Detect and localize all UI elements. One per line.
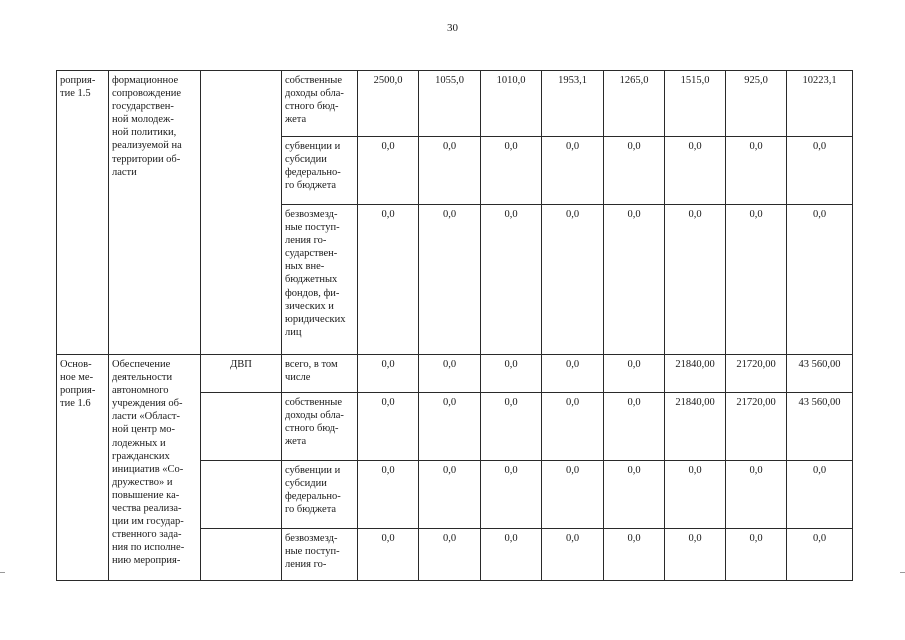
executor-cell: [201, 461, 282, 529]
event-description-cell: Обеспечение деятельности автономного учреждения об- ласти «Област- ной центр мо- лодежных и гражданских инициатив «Со- дружество» и повышение ка- чества реализа- ции им государ- ственного зада- ния по исполне- нию мероприя-: [109, 355, 201, 581]
executor-cell: [201, 393, 282, 461]
value-cell: 0,0: [665, 529, 726, 581]
table-row: [57, 71, 853, 137]
value-cell: 0,0: [542, 393, 604, 461]
event-number-cell: Основ- ное ме- роприя- тие 1.6: [57, 355, 109, 581]
value-cell: 0,0: [419, 205, 481, 355]
value-cell: 0,0: [358, 355, 419, 393]
value-cell: 2500,0: [358, 71, 419, 137]
value-cell: 43 560,00: [787, 393, 853, 461]
value-cell: 0,0: [604, 355, 665, 393]
executor-cell: ДВП: [201, 355, 282, 393]
edge-mark-left: [0, 572, 5, 573]
edge-mark-right: [900, 572, 905, 573]
value-cell: 0,0: [419, 137, 481, 205]
value-cell: 0,0: [542, 529, 604, 581]
funding-source-cell: безвозмезд- ные поступ- ления го-: [282, 529, 358, 581]
value-cell: 0,0: [481, 529, 542, 581]
value-cell: 0,0: [726, 137, 787, 205]
value-cell: 21720,00: [726, 355, 787, 393]
value-cell: 0,0: [604, 205, 665, 355]
value-cell: 0,0: [726, 205, 787, 355]
value-cell: 0,0: [419, 393, 481, 461]
value-cell: 0,0: [604, 529, 665, 581]
value-cell: 21840,00: [665, 393, 726, 461]
value-cell: 1953,1: [542, 71, 604, 137]
budget-table: [56, 70, 853, 581]
page-number: 30: [447, 22, 458, 34]
value-cell: 925,0: [726, 71, 787, 137]
funding-source-cell: собственные доходы обла- стного бюд- жета: [282, 393, 358, 461]
value-cell: 0,0: [481, 355, 542, 393]
value-cell: 0,0: [481, 137, 542, 205]
value-cell: 0,0: [604, 393, 665, 461]
value-cell: 0,0: [481, 461, 542, 529]
value-cell: 0,0: [726, 529, 787, 581]
value-cell: 0,0: [604, 137, 665, 205]
event-description-cell: формационное сопровождение государствен- ной молодеж- ной политики, реализуемой на территории об- ласти: [109, 71, 201, 355]
executor-cell: [201, 529, 282, 581]
value-cell: 0,0: [419, 461, 481, 529]
value-cell: 0,0: [542, 137, 604, 205]
value-cell: 0,0: [358, 137, 419, 205]
value-cell: 0,0: [604, 461, 665, 529]
value-cell: 1265,0: [604, 71, 665, 137]
event-number-cell: роприя- тие 1.5: [57, 71, 109, 355]
value-cell: 0,0: [665, 205, 726, 355]
funding-source-cell: собственные доходы обла- стного бюд- жета: [282, 71, 358, 137]
value-cell: 43 560,00: [787, 355, 853, 393]
funding-source-cell: субвенции и субсидии федерально- го бюджета: [282, 461, 358, 529]
value-cell: 1515,0: [665, 71, 726, 137]
value-cell: 1055,0: [419, 71, 481, 137]
value-cell: 1010,0: [481, 71, 542, 137]
value-cell: 0,0: [787, 529, 853, 581]
event-group: [57, 355, 853, 581]
table-row: [57, 355, 853, 393]
value-cell: 21840,00: [665, 355, 726, 393]
value-cell: 0,0: [358, 529, 419, 581]
value-cell: 0,0: [481, 205, 542, 355]
value-cell: 0,0: [726, 461, 787, 529]
value-cell: 0,0: [542, 461, 604, 529]
executor-cell: [201, 71, 282, 355]
value-cell: 0,0: [358, 205, 419, 355]
value-cell: 0,0: [787, 461, 853, 529]
funding-source-cell: всего, в том числе: [282, 355, 358, 393]
funding-source-cell: безвозмезд- ные поступ- ления го- сударствен- ных вне- бюджетных фондов, фи- зических и юридических лиц: [282, 205, 358, 355]
value-cell: 10223,1: [787, 71, 853, 137]
value-cell: 0,0: [542, 355, 604, 393]
funding-source-cell: субвенции и субсидии федерально- го бюджета: [282, 137, 358, 205]
value-cell: 0,0: [358, 393, 419, 461]
value-cell: 21720,00: [726, 393, 787, 461]
value-cell: 0,0: [358, 461, 419, 529]
value-cell: 0,0: [419, 529, 481, 581]
value-cell: 0,0: [787, 137, 853, 205]
value-cell: 0,0: [481, 393, 542, 461]
event-group: [57, 71, 853, 355]
value-cell: 0,0: [787, 205, 853, 355]
value-cell: 0,0: [542, 205, 604, 355]
value-cell: 0,0: [665, 461, 726, 529]
value-cell: 0,0: [419, 355, 481, 393]
value-cell: 0,0: [665, 137, 726, 205]
